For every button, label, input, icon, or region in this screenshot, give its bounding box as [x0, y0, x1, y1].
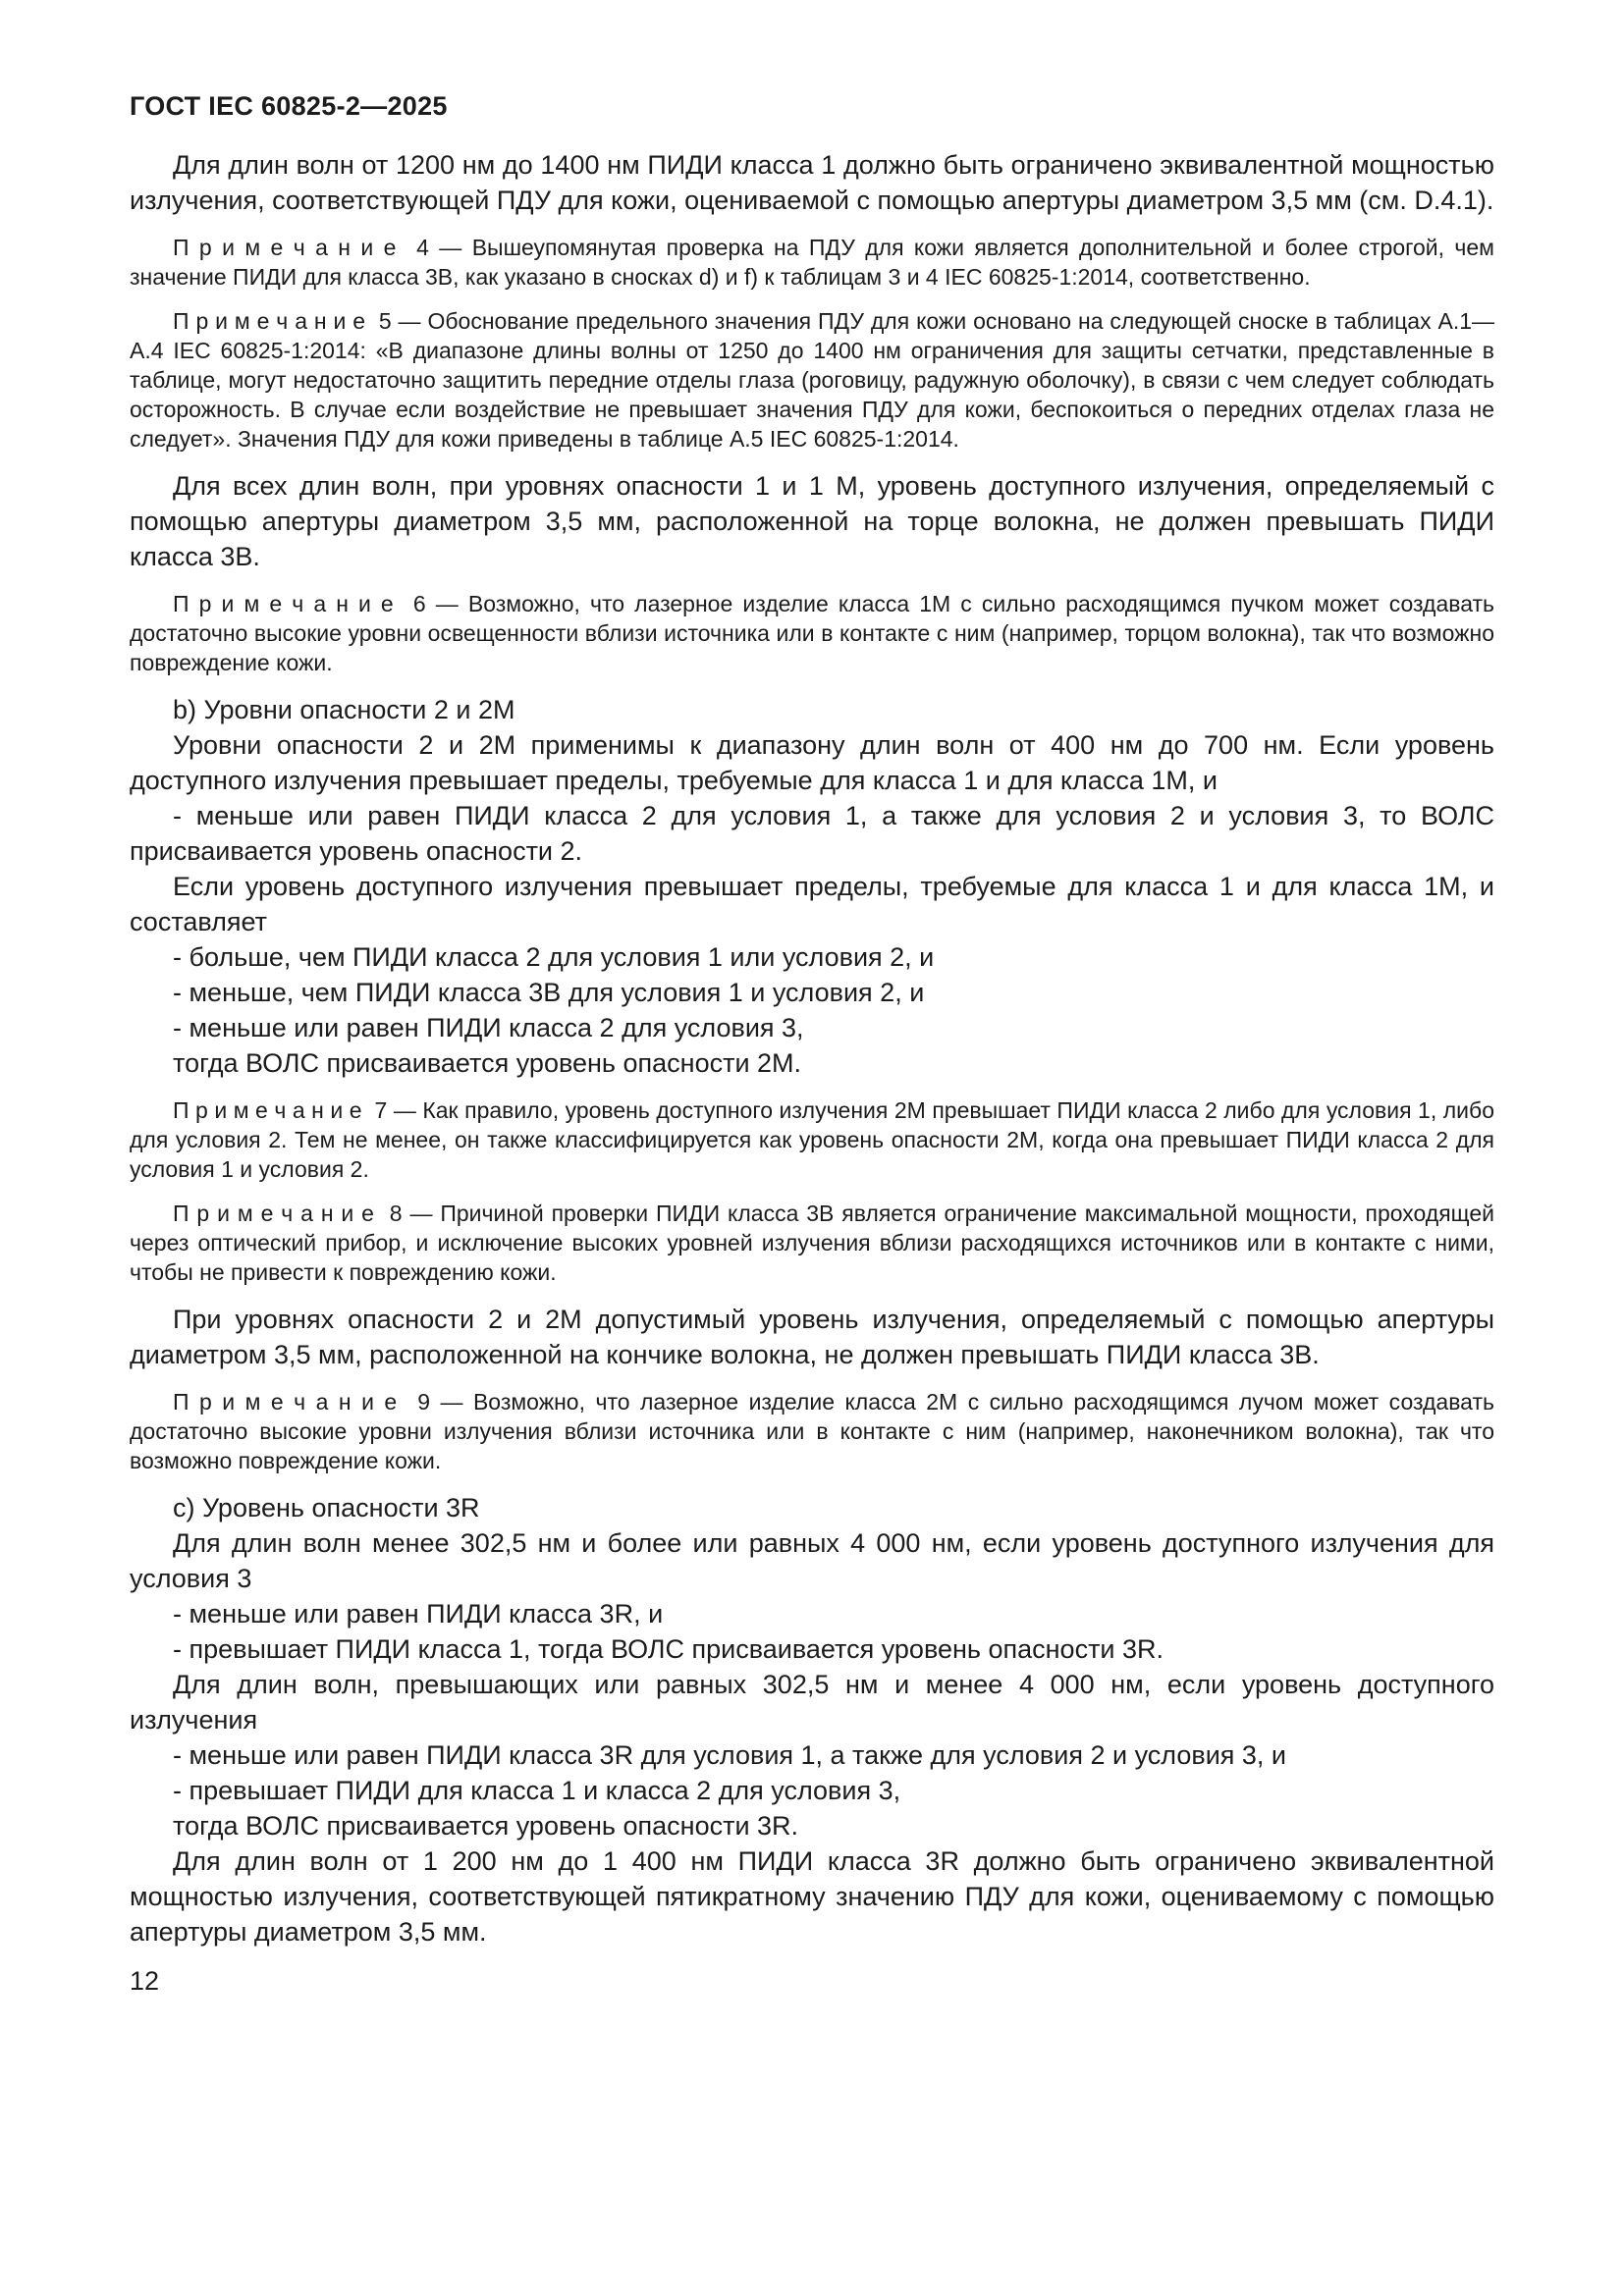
list-item: - меньше или равен ПИДИ класса 2 для условия 3,: [173, 1013, 804, 1042]
page-number: 12: [130, 1966, 160, 1996]
list-item: - превышает ПИДИ класса 1, тогда ВОЛС присваивается уровень опасности 3R.: [173, 1634, 1164, 1664]
note: П р и м е ч а н и е 5 — Обоснование предельного значения ПДУ для кожи основано на следующей сноске в таблицах А.1—А.4 IEC 60825-1:2014: «В диапазоне длины волны от 1250 до 1400 нм ограничения для защиты сетчатки, представленные в таблице, могут недостаточно защитить передние отделы глаза (роговицу, радужную оболочку), в связи с чем следует соблюдать осторожность. В случае если воздействие не превышает значения ПДУ для кожи, беспокоиться о передних отделах глаза не следует». Значения ПДУ для кожи приведены в таблице А.5 IEC 60825-1:2014.: [130, 308, 1494, 452]
note: П р и м е ч а н и е 8 — Причиной проверки ПИДИ класса 3В является ограничение максимальной мощности, проходящей через оптический прибор, и исключение высоких уровней излучения вблизи расходящихся источников или в контакте с ними, чтобы не привести к повреждению кожи.: [130, 1201, 1494, 1285]
list-item: - превышает ПИДИ для класса 1 и класса 2 для условия 3,: [173, 1776, 901, 1805]
list-item: - меньше, чем ПИДИ класса 3В для условия 1 и условия 2, и: [173, 978, 925, 1007]
paragraph: При уровнях опасности 2 и 2М допустимый уровень излучения, определяемый с помощью апертуры диаметром 3,5 мм, расположенной на кончике волокна, не должен превышать ПИДИ класса 3В.: [130, 1305, 1494, 1369]
paragraph: Для длин волн, превышающих или равных 302,5 нм и менее 4 000 нм, если уровень доступного излучения: [130, 1670, 1494, 1735]
note: П р и м е ч а н и е 9 — Возможно, что лазерное изделие класса 2М с сильно расходящимся лучом может создавать достаточно высокие уровни излучения вблизи источника или в контакте с ним (например, наконечником волокна), так что возможно повреждение кожи.: [130, 1389, 1494, 1473]
paragraph: Для всех длин волн, при уровнях опасности 1 и 1 М, уровень доступного излучения, определяемый с помощью апертуры диаметром 3,5 мм, расположенной на торце волокна, не должен превышать ПИДИ класса 3В.: [130, 471, 1494, 571]
note: П р и м е ч а н и е 7 — Как правило, уровень доступного излучения 2М превышает ПИДИ класса 2 либо для условия 1, либо для условия 2. Тем не менее, он также классифицируется как уровень опасности 2М, когда она превышает ПИДИ класса 2 для условия 1 и условия 2.: [130, 1097, 1494, 1182]
list-item: - меньше или равен ПИДИ класса 3R, и: [173, 1599, 664, 1629]
paragraph: тогда ВОЛС присваивается уровень опасности 2М.: [173, 1048, 802, 1078]
paragraph: Для длин волн менее 302,5 нм и более или равных 4 000 нм, если уровень доступного излучения для условия 3: [130, 1528, 1494, 1593]
paragraph: Если уровень доступного излучения превышает пределы, требуемые для класса 1 и для класса 1М, и составляет: [130, 872, 1494, 936]
list-item: - меньше или равен ПИДИ класса 2 для условия 1, а также для условия 2 и условия 3, то ВОЛС присваивается уровень опасности 2.: [130, 801, 1494, 866]
document-body: [130, 147, 1494, 1949]
document-header: ГОСТ IEC 60825-2—2025: [130, 91, 448, 121]
list-item: - меньше или равен ПИДИ класса 3R для условия 1, а также для условия 2 и условия 3, и: [173, 1740, 1286, 1770]
list-item: - больше, чем ПИДИ класса 2 для условия 1 или условия 2, и: [173, 942, 935, 972]
note: П р и м е ч а н и е 4 — Вышеупомянутая проверка на ПДУ для кожи является дополнительной и более строгой, чем значение ПИДИ для класса 3В, как указано в сносках d) и f) к таблицам 3 и 4 IEC 60825-1:2014, соответственно.: [130, 235, 1494, 290]
note: П р и м е ч а н и е 6 — Возможно, что лазерное изделие класса 1М с сильно расходящимся пучком может создавать достаточно высокие уровни освещенности вблизи источника или в контакте с ним (например, торцом волокна), так что возможно повреждение кожи.: [130, 591, 1494, 675]
paragraph: Уровни опасности 2 и 2М применимы к диапазону длин волн от 400 нм до 700 нм. Если уровень доступного излучения превышает пределы, требуемые для класса 1 и для класса 1М, и: [130, 730, 1494, 795]
paragraph: Для длин волн от 1 200 нм до 1 400 нм ПИДИ класса 3R должно быть ограничено эквивалентной мощностью излучения, соответствующей пятикратному значению ПДУ для кожи, оцениваемому с помощью апертуры диаметром 3,5 мм.: [130, 1846, 1494, 1947]
paragraph: тогда ВОЛС присваивается уровень опасности 3R.: [173, 1811, 799, 1841]
section-heading: b) Уровни опасности 2 и 2М: [173, 695, 515, 724]
paragraph: Для длин волн от 1200 нм до 1400 нм ПИДИ класса 1 должно быть ограничено эквивалентной мощностью излучения, соответствующей ПДУ для кожи, оцениваемой с помощью апертуры диаметром 3,5 мм (см. D.4.1).: [130, 150, 1494, 215]
section-heading: c) Уровень опасности 3R: [173, 1493, 480, 1522]
